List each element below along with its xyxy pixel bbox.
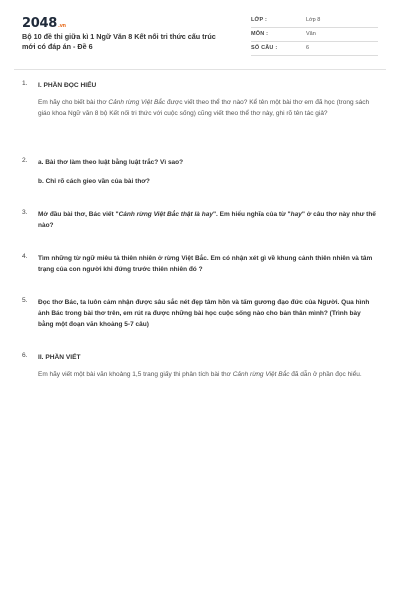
question-text-part: đã dẫn ở phần đọc hiểu. xyxy=(289,371,362,378)
question-body xyxy=(38,253,376,275)
meta-table xyxy=(251,14,378,56)
header-divider xyxy=(14,69,386,70)
meta-label-count: SỐ CÂU : xyxy=(251,45,278,51)
quoted-word: hay xyxy=(290,211,302,218)
question-line-b: b. Chỉ rõ cách gieo vần của bài thơ? xyxy=(38,178,150,185)
meta-label-subject: MÔN : xyxy=(251,31,269,37)
question-text-part: Em hãy viết một bài văn khoảng 1,5 trang giấy thi phân tích bài thơ xyxy=(38,371,233,378)
meta-value-class: Lớp 8 xyxy=(306,17,321,23)
quoted-verse: Cảnh rừng Việt Bắc thật là hay xyxy=(118,211,213,218)
question-text-part: " ở câu thơ này như thế nào? xyxy=(38,211,376,229)
question-number: 2. xyxy=(22,157,28,164)
question-body xyxy=(38,209,376,231)
question-body xyxy=(38,297,376,330)
question-text-part: được viết theo thể thơ nào? Kể tên một bài thơ em đã học (trong sách giáo khoa Ngữ văn 8 bộ Kết nối tri thức với cuộc sống) cũng viết theo thể thơ này, ghi rõ tên tác giả? xyxy=(38,99,370,117)
question-number: 4. xyxy=(22,253,28,260)
question-text xyxy=(38,97,376,119)
poem-title: Cảnh rừng Việt Bắc xyxy=(108,99,166,106)
meta-row-subject xyxy=(251,28,378,42)
question-number: 5. xyxy=(22,297,28,304)
question-text: Đọc thơ Bác, ta luôn cảm nhận được sâu sắc nét đẹp tâm hồn và tấm gương đạo đức của Người. Qua hình ảnh Bác trong bài thơ trên, em rút ra được những bài học cuộc sống nào cho bản thân mình? (Trình bày bằng một đoạn văn khoảng 5-7 câu) xyxy=(38,299,370,328)
question-body xyxy=(38,80,376,119)
logo-main-text: 2048 xyxy=(22,16,57,31)
logo-domain-text: .vn xyxy=(57,23,66,29)
meta-label-class: LỚP : xyxy=(251,17,267,23)
question-text-part: ". Em hiểu nghĩa của từ " xyxy=(212,211,291,218)
document-title: Bộ 10 đề thi giữa kì 1 Ngữ Văn 8 Kết nối tri thức cấu trúc mới có đáp án - Đề 6 xyxy=(22,32,216,51)
meta-value-count: 6 xyxy=(306,45,310,51)
question-text-part: Mở đầu bài thơ, Bác viết " xyxy=(38,211,119,218)
poem-title: Cảnh rừng Việt Bắc xyxy=(232,371,290,378)
section-heading: II. PHẦN VIẾT xyxy=(38,354,81,361)
question-text-part: Em hãy cho biết bài thơ xyxy=(38,99,109,106)
meta-value-subject: Văn xyxy=(306,31,316,37)
meta-row-count xyxy=(251,42,378,56)
question-number: 3. xyxy=(22,209,28,216)
site-logo[interactable] xyxy=(22,16,66,31)
question-number: 6. xyxy=(22,352,28,359)
question-number: 1. xyxy=(22,80,28,87)
question-body xyxy=(38,157,376,187)
question-body xyxy=(38,352,376,380)
meta-row-class xyxy=(251,14,378,28)
question-text: Tìm những từ ngữ miêu tả thiên nhiên ở rừng Việt Bắc. Em có nhận xét gì về khung cảnh thiên nhiên và tâm trạng của con người khi đứng trước thiên nhiên đó ? xyxy=(38,255,373,273)
page-header xyxy=(22,14,378,62)
question-text xyxy=(38,369,376,380)
question-line-a: a. Bài thơ làm theo luật bằng luật trắc? Vì sao? xyxy=(38,159,184,166)
section-heading: I. PHẦN ĐỌC HIỂU xyxy=(38,82,97,89)
question-text xyxy=(38,209,376,231)
